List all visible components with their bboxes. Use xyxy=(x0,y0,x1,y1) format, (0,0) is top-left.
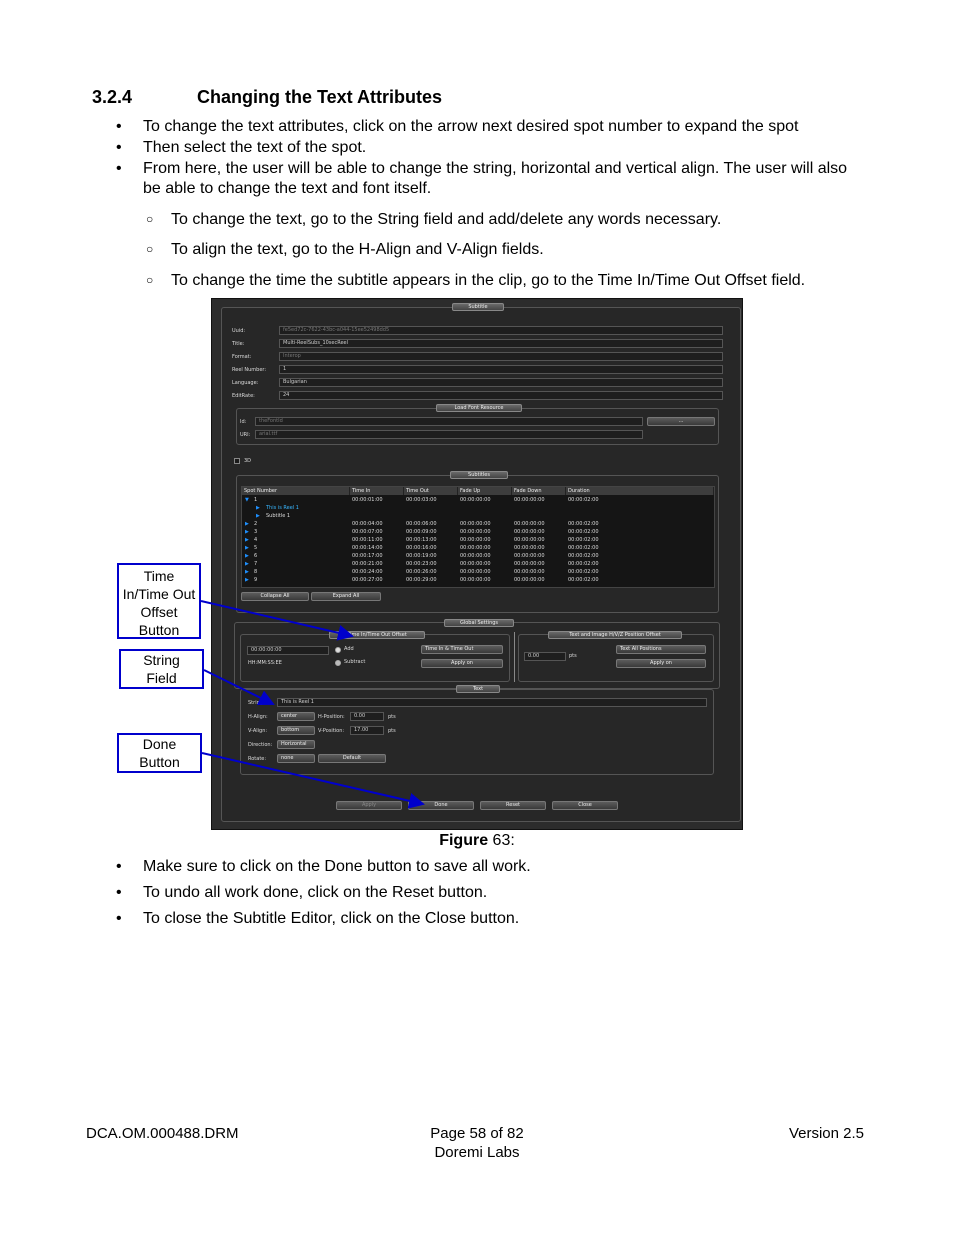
subbullet-text: To align the text, go to the H-Align and V-Align fields. xyxy=(171,241,544,258)
font-id-field[interactable]: theFontId xyxy=(255,417,643,426)
arrow-line xyxy=(204,670,273,704)
title-field[interactable]: Multi-ReelSubs_10secReel xyxy=(279,339,723,348)
time-out-cell: 00:00:03:00 xyxy=(406,497,437,503)
bullet-text: To change the text attributes, click on the arrow next desired spot number to expand the spot xyxy=(143,118,799,135)
footer-doc-id: DCA.OM.000488.DRM xyxy=(86,1125,239,1142)
add-radio-label: Add xyxy=(344,646,354,652)
editrate-field[interactable]: 24 xyxy=(279,391,723,400)
position-offset-field[interactable]: 0.00 xyxy=(524,652,566,661)
fade-down-cell: 00:00:00:00 xyxy=(514,569,545,575)
position-mode-select[interactable]: Text All Positions xyxy=(616,645,706,654)
footer-center xyxy=(377,1124,577,1162)
footer-page-number: Page 58 of 82 xyxy=(430,1125,524,1142)
fade-down-cell: 00:00:00:00 xyxy=(514,529,545,535)
string-field[interactable]: This is Reel 1 xyxy=(277,698,707,707)
fade-up-cell: 00:00:00:00 xyxy=(460,577,491,583)
duration-cell: 00:00:02:00 xyxy=(568,537,599,543)
v-align-label: V-Align: xyxy=(248,728,268,734)
bullet-text: Make sure to click on the Done button to save all work. xyxy=(143,858,531,875)
font-uri-label: URI: xyxy=(240,432,251,438)
column-header[interactable]: Spot Number xyxy=(242,487,350,495)
text-panel-title: Text xyxy=(456,685,500,693)
bullet-text: To close the Subtitle Editor, click on the Close button. xyxy=(143,910,520,927)
duration-cell: 00:00:02:00 xyxy=(568,569,599,575)
fade-up-cell: 00:00:00:00 xyxy=(460,497,491,503)
done-button[interactable]: Done xyxy=(408,801,474,810)
duration-cell: 00:00:02:00 xyxy=(568,529,599,535)
fade-up-cell: 00:00:00:00 xyxy=(460,569,491,575)
close-button[interactable]: Close xyxy=(552,801,618,810)
callout-time-offset: Time In/Time Out Offset Button xyxy=(117,563,201,639)
3d-label: 3D xyxy=(244,458,252,464)
uuid-field[interactable]: fe5ed72c-7622-43bc-a044-15ee52498dd5 xyxy=(279,326,723,335)
column-header[interactable]: Time Out xyxy=(404,487,458,495)
language-label: Language: xyxy=(232,380,259,386)
expand-all-button[interactable]: Expand All xyxy=(311,592,381,601)
language-field[interactable]: Bulgarian xyxy=(279,378,723,387)
fade-down-cell: 00:00:00:00 xyxy=(514,577,545,583)
position-apply-on-button[interactable]: Apply on xyxy=(616,659,706,668)
h-align-label: H-Align: xyxy=(248,714,268,720)
spot-number-cell: 1 xyxy=(254,497,258,503)
arrow-line xyxy=(201,601,352,636)
time-out-cell: 00:00:26:00 xyxy=(406,569,437,575)
expand-arrow-icon[interactable]: ▶ xyxy=(245,553,249,559)
browse-font-button[interactable]: ... xyxy=(647,417,715,426)
time-format-label: HH:MM:SS:EE xyxy=(248,660,282,666)
spot-number-cell: 6 xyxy=(254,553,258,559)
apply-button[interactable]: Apply xyxy=(336,801,402,810)
figure-caption xyxy=(0,832,954,850)
fade-down-cell: 00:00:00:00 xyxy=(514,561,545,567)
duration-cell: 00:00:02:00 xyxy=(568,545,599,551)
time-in-cell: 00:00:14:00 xyxy=(352,545,383,551)
column-header[interactable]: Duration xyxy=(566,487,714,495)
fade-up-cell: 00:00:00:00 xyxy=(460,521,491,527)
font-id-label: Id: xyxy=(240,419,247,425)
pts-label: pts xyxy=(388,714,396,720)
time-out-cell: 00:00:29:00 xyxy=(406,577,437,583)
expand-arrow-icon[interactable]: ▶ xyxy=(245,577,249,583)
time-out-cell: 00:00:13:00 xyxy=(406,537,437,543)
spot-number-cell: 4 xyxy=(254,537,258,543)
time-out-cell: 00:00:16:00 xyxy=(406,545,437,551)
reset-button[interactable]: Reset xyxy=(480,801,546,810)
column-header[interactable]: Time In xyxy=(350,487,404,495)
fade-down-cell: 00:00:00:00 xyxy=(514,545,545,551)
time-out-cell: 00:00:19:00 xyxy=(406,553,437,559)
spot-number-cell: 2 xyxy=(254,521,258,527)
time-in-cell: 00:00:11:00 xyxy=(352,537,383,543)
subbullet-text: To change the time the subtitle appears in the clip, go to the Time In/Time Out Offset field. xyxy=(171,272,806,289)
font-uri-field[interactable]: arial.ttf xyxy=(255,430,643,439)
time-in-cell: 00:00:21:00 xyxy=(352,561,383,567)
collapse-all-button[interactable]: Collapse All xyxy=(241,592,309,601)
time-out-cell: 00:00:09:00 xyxy=(406,529,437,535)
position-offset-title: Text and Image H/V/Z Position Offset xyxy=(548,631,682,639)
expand-arrow-icon[interactable]: ▶ xyxy=(245,545,249,551)
expand-arrow-icon[interactable]: ▶ xyxy=(245,529,249,535)
duration-cell: 00:00:02:00 xyxy=(568,553,599,559)
duration-cell: 00:00:02:00 xyxy=(568,497,599,503)
time-mode-select[interactable]: Time In & Time Out xyxy=(421,645,503,654)
spot-text-item[interactable]: This is Reel 1 xyxy=(266,505,299,511)
fade-down-cell: 00:00:00:00 xyxy=(514,497,545,503)
column-header[interactable]: Fade Up xyxy=(458,487,512,495)
footer-version: Version 2.5 xyxy=(788,1125,864,1142)
spot-number-cell: 8 xyxy=(254,569,258,575)
duration-cell: 00:00:02:00 xyxy=(568,577,599,583)
editrate-label: EditRate: xyxy=(232,393,255,399)
expand-arrow-icon[interactable]: ▶ xyxy=(256,513,260,519)
time-apply-on-button[interactable]: Apply on xyxy=(421,659,503,668)
title-label: Title: xyxy=(232,341,245,347)
h-align-select[interactable]: center xyxy=(277,712,315,721)
reel-number-label: Reel Number: xyxy=(232,367,267,373)
reel-number-field[interactable]: 1 xyxy=(279,365,723,374)
v-align-select[interactable]: bottom xyxy=(277,726,315,735)
time-in-cell: 00:00:04:00 xyxy=(352,521,383,527)
expand-arrow-icon[interactable]: ▶ xyxy=(245,569,249,575)
default-button[interactable]: Default xyxy=(318,754,386,763)
direction-select[interactable]: Horizontal xyxy=(277,740,315,749)
string-label: String: xyxy=(248,700,265,706)
section-title: Changing the Text Attributes xyxy=(197,87,442,107)
time-in-cell: 00:00:27:00 xyxy=(352,577,383,583)
fade-up-cell: 00:00:00:00 xyxy=(460,561,491,567)
time-in-cell: 00:00:17:00 xyxy=(352,553,383,559)
column-header[interactable]: Fade Down xyxy=(512,487,566,495)
duration-cell: 00:00:02:00 xyxy=(568,561,599,567)
collapse-arrow-icon[interactable]: ▼ xyxy=(245,497,249,503)
time-out-cell: 00:00:06:00 xyxy=(406,521,437,527)
spot-number-cell: 9 xyxy=(254,577,258,583)
fade-down-cell: 00:00:00:00 xyxy=(514,521,545,527)
spot-number-cell: 5 xyxy=(254,545,258,551)
time-in-cell: 00:00:24:00 xyxy=(352,569,383,575)
bullet-text: From here, the user will be able to change the string, horizontal and vertical align. The user will also be able to change the text and font itself. xyxy=(143,160,848,197)
v-position-label: V-Position: xyxy=(318,728,345,734)
format-label: Format: xyxy=(232,354,252,360)
subtitle-panel-title: Subtitle xyxy=(452,303,504,311)
section-number: 3.2.4 xyxy=(92,87,133,107)
fade-up-cell: 00:00:00:00 xyxy=(460,529,491,535)
fade-up-cell: 00:00:00:00 xyxy=(460,545,491,551)
load-font-resource-button[interactable]: Load Font Resource xyxy=(436,404,522,412)
fade-down-cell: 00:00:00:00 xyxy=(514,553,545,559)
uuid-label: Uuid: xyxy=(232,328,246,334)
rotate-label: Rotate: xyxy=(248,756,267,762)
callout-done: Done Button xyxy=(117,733,202,773)
fade-down-cell: 00:00:00:00 xyxy=(514,537,545,543)
fade-up-cell: 00:00:00:00 xyxy=(460,537,491,543)
time-offset-field[interactable]: 00:00:00:00 xyxy=(247,646,329,655)
footer-company: Doremi Labs xyxy=(434,1144,520,1161)
spot-number-cell: 7 xyxy=(254,561,258,567)
time-in-cell: 00:00:01:00 xyxy=(352,497,383,503)
bullet-text: Then select the text of the spot. xyxy=(143,139,367,156)
time-out-cell: 00:00:23:00 xyxy=(406,561,437,567)
expand-arrow-icon[interactable]: ▶ xyxy=(245,561,249,567)
callout-string-field: String Field xyxy=(119,649,204,689)
direction-label: Direction: xyxy=(248,742,273,748)
duration-cell: 00:00:02:00 xyxy=(568,521,599,527)
spot-subtitle-item[interactable]: Subtitle 1 xyxy=(266,513,291,519)
global-settings-title: Global Settings xyxy=(444,619,514,627)
h-position-field[interactable]: 0.00 xyxy=(350,712,384,721)
v-position-field[interactable]: 17.00 xyxy=(350,726,384,735)
expand-arrow-icon[interactable]: ▶ xyxy=(245,537,249,543)
bullet-text: To undo all work done, click on the Reset button. xyxy=(143,884,488,901)
spot-number-cell: 3 xyxy=(254,529,258,535)
expand-arrow-icon[interactable]: ▶ xyxy=(245,521,249,527)
expand-arrow-icon[interactable]: ▶ xyxy=(256,505,260,511)
time-offset-button[interactable]: Time In/Time Out Offset xyxy=(329,631,425,639)
figure-label: Figure xyxy=(439,832,489,849)
rotate-select[interactable]: none xyxy=(277,754,315,763)
subtract-radio-label: Subtract xyxy=(344,659,366,665)
h-position-label: H-Position: xyxy=(318,714,345,720)
pts-label: pts xyxy=(388,728,396,734)
subbullet-text: To change the text, go to the String field and add/delete any words necessary. xyxy=(171,211,722,228)
figure-number: 63: xyxy=(492,832,515,849)
fade-up-cell: 00:00:00:00 xyxy=(460,553,491,559)
pts-label: pts xyxy=(569,653,577,659)
arrow-line xyxy=(202,753,423,804)
time-in-cell: 00:00:07:00 xyxy=(352,529,383,535)
subtitles-panel-title: Subtitles xyxy=(450,471,508,479)
format-field[interactable]: Interop xyxy=(279,352,723,361)
